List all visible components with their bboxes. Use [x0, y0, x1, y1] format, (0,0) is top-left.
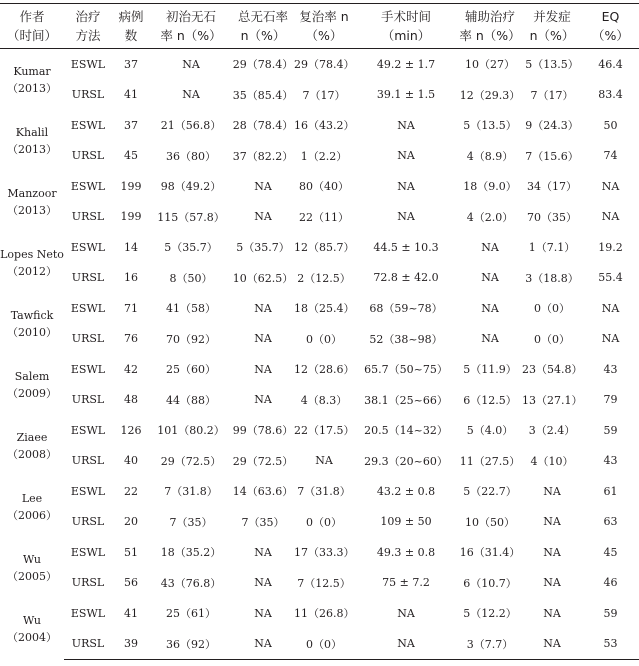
column-header — [64, 4, 112, 49]
column-header-line: 作者 — [19, 9, 45, 24]
table-cell: 9（24.3） — [525, 119, 579, 133]
author-name: Wu — [23, 552, 41, 566]
table-cell: NA — [397, 149, 415, 163]
publication-year: （2006） — [7, 508, 57, 522]
column-header-line: 辅助治疗 — [464, 9, 515, 24]
table-cell: NA — [254, 606, 272, 620]
table-row — [0, 568, 639, 599]
table-cell: 53 — [582, 629, 639, 660]
table-cell: 28（78.4） — [232, 119, 294, 133]
table-cell: 16 — [124, 271, 138, 285]
table-cell: 11（27.5） — [459, 454, 521, 468]
table-cell: 12（28.6） — [294, 363, 354, 377]
table-cell: URSL — [71, 515, 105, 529]
table-cell: 12（85.7） — [294, 241, 354, 255]
publication-year: （2013） — [7, 203, 57, 217]
column-header-line: 数 — [124, 28, 138, 43]
author-name: Lee — [21, 491, 43, 505]
column-header-line: 总无石率 — [237, 9, 288, 24]
table-cell: 65.7（50~75） — [364, 363, 448, 377]
table-row — [0, 476, 639, 507]
table-cell: 45 — [603, 545, 618, 559]
table-cell: 51 — [124, 545, 138, 559]
table-cell: 70（35） — [527, 210, 577, 224]
table-cell: 5（22.7） — [463, 485, 517, 499]
author-cell — [0, 415, 64, 476]
table-cell: NA — [543, 484, 561, 498]
table-cell: 6（10.7） — [463, 576, 517, 590]
table-cell: 43（76.8） — [160, 576, 222, 590]
table-cell: 7（35） — [169, 515, 213, 529]
table-cell: 56 — [124, 576, 138, 590]
author-name: Tawfick — [10, 308, 54, 322]
table-cell: 35（85.4） — [232, 88, 294, 102]
table-cell: 18（35.2） — [160, 546, 222, 560]
column-header-line: 率 n（%） — [459, 28, 521, 43]
comparison-table — [0, 3, 639, 660]
author-cell — [0, 598, 64, 660]
publication-year: （2009） — [7, 386, 57, 400]
table-cell: 199 — [120, 210, 142, 224]
table-cell: 41 — [124, 606, 138, 620]
column-header-line: 并发症 — [533, 9, 571, 24]
table-cell: 17（33.3） — [294, 546, 354, 560]
table-cell: NA — [315, 454, 333, 468]
table-cell: 29（72.5） — [160, 454, 222, 468]
table-row — [0, 324, 639, 355]
publication-year: （2010） — [7, 325, 57, 339]
table-cell: 23（54.8） — [522, 363, 582, 377]
table-cell: 5（4.0） — [466, 424, 514, 438]
table-cell: 7（15.6） — [525, 149, 579, 163]
table-cell: 18（9.0） — [463, 180, 517, 194]
table-cell: 18（25.4） — [294, 302, 354, 316]
table-cell: URSL — [71, 576, 105, 590]
table-cell: URSL — [71, 149, 105, 163]
table-cell: 48 — [124, 393, 138, 407]
table-cell: 11（26.8） — [294, 607, 354, 621]
table-cell: 44.5 ± 10.3 — [373, 240, 439, 254]
table-cell: 10（62.5） — [232, 271, 294, 285]
table-cell: 59 — [603, 606, 618, 620]
table-cell: NA — [397, 210, 415, 224]
table-header-row — [0, 4, 639, 49]
table-cell: 101（80.2） — [157, 424, 225, 438]
column-header-line: n（%） — [529, 28, 575, 43]
table-cell: URSL — [71, 454, 105, 468]
table-cell: 59 — [603, 423, 618, 437]
table-cell: 5（13.5） — [525, 58, 579, 72]
table-cell: NA — [481, 332, 499, 346]
table-cell: NA — [254, 362, 272, 376]
table-cell: 7（17） — [302, 88, 346, 102]
table-cell: 44（88） — [166, 393, 216, 407]
table-cell: 1（2.2） — [300, 149, 348, 163]
table-cell: 3（7.7） — [458, 629, 522, 660]
table-cell: 14 — [124, 240, 138, 254]
table-cell: NA — [481, 271, 499, 285]
table-cell: ESWL — [70, 423, 106, 437]
table-cell: 50 — [603, 118, 618, 132]
column-header-line: 复治率 n — [299, 9, 349, 24]
table-cell: 43 — [603, 454, 618, 468]
table-cell: 68（59~78） — [369, 302, 443, 316]
table-cell: 21（56.8） — [160, 119, 222, 133]
table-cell: ESWL — [70, 118, 106, 132]
table-cell: 79 — [603, 393, 618, 407]
author-name: Wu — [23, 613, 41, 627]
table-cell: 63 — [603, 515, 618, 529]
table-cell: NA — [397, 606, 415, 620]
table-cell: 37（82.2） — [232, 149, 294, 163]
table-row — [0, 354, 639, 385]
table-row — [0, 537, 639, 568]
table-cell: 16（43.2） — [294, 119, 354, 133]
table-cell: 38.1（25~66） — [364, 393, 448, 407]
table-row — [0, 49, 639, 80]
table-cell: 75 ± 7.2 — [382, 576, 430, 590]
table-cell: 37 — [124, 57, 138, 71]
table-cell: 6（12.5） — [463, 393, 517, 407]
table-cell: 83.4 — [598, 88, 623, 102]
table-cell: 45 — [124, 149, 138, 163]
table-cell: URSL — [71, 210, 105, 224]
table-cell: URSL — [71, 332, 105, 346]
table-cell: NA — [232, 629, 294, 660]
table-cell: ESWL — [70, 57, 106, 71]
table-cell: 3（2.4） — [528, 424, 576, 438]
table-row — [0, 415, 639, 446]
table-cell: 42 — [124, 362, 138, 376]
table-cell: 7（12.5） — [297, 576, 351, 590]
table-cell: NA — [354, 629, 458, 660]
table-cell: 126 — [120, 423, 142, 437]
table-cell: 40 — [124, 454, 138, 468]
table-cell: 13（27.1） — [522, 393, 582, 407]
table-row — [0, 171, 639, 202]
author-name: Ziaee — [16, 430, 48, 444]
table-cell: 4（8.3） — [300, 393, 348, 407]
table-cell: 99（78.6） — [232, 424, 294, 438]
table-cell: URSL — [64, 629, 112, 660]
author-name: Manzoor — [7, 186, 57, 200]
table-cell: 7（31.8） — [164, 485, 218, 499]
table-cell: 41（58） — [166, 302, 216, 316]
table-cell: NA — [481, 240, 499, 254]
table-row — [0, 80, 639, 111]
column-header-line: 治疗 — [75, 9, 101, 24]
table-cell: 0（0） — [306, 515, 342, 529]
table-cell: NA — [254, 210, 272, 224]
author-cell — [0, 232, 64, 293]
author-name: Salem — [14, 369, 50, 383]
table-cell: 29（78.4） — [232, 58, 294, 72]
table-row — [0, 110, 639, 141]
table-cell: 0（0） — [306, 332, 342, 346]
table-cell: 98（49.2） — [160, 180, 222, 194]
table-cell: 76 — [124, 332, 138, 346]
author-name: Kumar — [13, 64, 51, 78]
column-header — [354, 4, 458, 49]
table-cell: 55.4 — [598, 271, 623, 285]
table-cell: ESWL — [70, 301, 106, 315]
table-row — [0, 446, 639, 477]
table-cell: 10（50） — [465, 515, 515, 529]
table-row — [0, 232, 639, 263]
table-cell: 39.1 ± 1.5 — [376, 88, 436, 102]
publication-year: （2008） — [7, 447, 57, 461]
table-cell: 37 — [124, 118, 138, 132]
column-header — [458, 4, 522, 49]
table-cell: 5（11.9） — [463, 363, 517, 377]
table-cell: 20.5（14~32） — [364, 424, 448, 438]
table-cell: 36（92） — [150, 629, 232, 660]
table-cell: NA — [481, 301, 499, 315]
table-row — [0, 629, 639, 660]
table-row — [0, 263, 639, 294]
table-cell: 39 — [112, 629, 150, 660]
table-cell: 41 — [124, 88, 138, 102]
table-cell: 14（63.6） — [232, 485, 294, 499]
table-cell: NA — [397, 118, 415, 132]
table-cell: NA — [182, 57, 200, 71]
table-row — [0, 202, 639, 233]
column-header — [0, 4, 64, 49]
table-cell: NA — [601, 179, 620, 193]
column-header-line: 病例 — [118, 9, 144, 24]
table-cell: 22（17.5） — [294, 424, 354, 438]
table-cell: 7（31.8） — [297, 485, 351, 499]
table-cell: 4（2.0） — [466, 210, 514, 224]
table-cell: ESWL — [70, 240, 106, 254]
table-cell: NA — [254, 545, 272, 559]
column-header-line: 手术时间 — [380, 9, 431, 24]
table-cell: 10（27） — [465, 58, 515, 72]
table-cell: NA — [182, 88, 200, 102]
table-cell: NA — [601, 332, 620, 346]
table-cell: NA — [522, 629, 582, 660]
author-cell — [0, 171, 64, 232]
table-cell: 5（35.7） — [236, 241, 290, 255]
table-cell: NA — [254, 179, 272, 193]
table-cell: NA — [601, 301, 620, 315]
table-cell: 46 — [603, 576, 618, 590]
column-header — [112, 4, 150, 49]
table-cell: 5（12.2） — [463, 607, 517, 621]
table-cell: 29（72.5） — [232, 454, 294, 468]
table-cell: ESWL — [70, 362, 106, 376]
column-header-line: 率 n（%） — [160, 28, 222, 43]
table-body — [0, 49, 639, 660]
table-cell: NA — [397, 179, 415, 193]
table-cell: 74 — [603, 149, 618, 163]
column-header-line: 初治无石 — [165, 9, 216, 24]
author-cell — [0, 537, 64, 598]
table-cell: 19.2 — [598, 240, 623, 254]
table-cell: 0（0） — [294, 629, 354, 660]
table-cell: 7（35） — [241, 515, 285, 529]
table-cell: ESWL — [70, 545, 106, 559]
column-header — [522, 4, 582, 49]
author-name: Lopes Neto — [0, 247, 64, 261]
author-cell — [0, 110, 64, 171]
table-cell: 4（10） — [530, 454, 574, 468]
table-cell: 34（17） — [527, 180, 577, 194]
author-cell — [0, 49, 64, 111]
table-cell: 43.2 ± 0.8 — [376, 484, 436, 498]
column-header-line: n（%） — [240, 28, 286, 43]
column-header — [294, 4, 354, 49]
table-cell: NA — [543, 606, 561, 620]
table-cell: URSL — [71, 393, 105, 407]
table-cell: 71 — [124, 301, 138, 315]
table-cell: 5（13.5） — [463, 119, 517, 133]
author-cell — [0, 476, 64, 537]
table-cell: 4（8.9） — [466, 149, 514, 163]
table-row — [0, 385, 639, 416]
publication-year: （2013） — [7, 142, 57, 156]
table-cell: 29（78.4） — [294, 58, 354, 72]
table-cell: 22 — [124, 484, 138, 498]
table-cell: 52（38~98） — [369, 332, 443, 346]
table-cell: 29.3（20~60） — [364, 454, 448, 468]
table-cell: 70（92） — [166, 332, 216, 346]
table-cell: 1（7.1） — [528, 241, 576, 255]
table-cell: 3（18.8） — [525, 271, 579, 285]
table-cell: ESWL — [70, 179, 106, 193]
table-cell: 109 ± 50 — [380, 515, 432, 529]
table-cell: 7（17） — [530, 88, 574, 102]
author-name: Khalil — [15, 125, 49, 139]
column-header — [150, 4, 232, 49]
table-cell: 2（12.5） — [297, 271, 351, 285]
table-cell: 43 — [603, 362, 618, 376]
table-cell: 5（35.7） — [164, 241, 218, 255]
table-cell: NA — [254, 576, 272, 590]
table-cell: 20 — [124, 515, 138, 529]
column-header — [582, 4, 639, 49]
table-cell: 49.2 ± 1.7 — [376, 57, 436, 71]
column-header-line: EQ — [601, 9, 620, 24]
column-header-line: 方法 — [75, 28, 101, 43]
table-cell: 0（0） — [534, 332, 570, 346]
table-row — [0, 141, 639, 172]
author-cell — [0, 293, 64, 354]
table-cell: 16（31.4） — [459, 546, 521, 560]
table-cell: URSL — [71, 271, 105, 285]
column-header-line: （min） — [381, 28, 431, 43]
column-header-line: （%） — [592, 28, 629, 43]
table-cell: 115（57.8） — [157, 210, 225, 224]
table-cell: 36（80） — [166, 149, 216, 163]
column-header-line: （%） — [305, 28, 343, 43]
column-header — [232, 4, 294, 49]
publication-year: （2013） — [7, 81, 57, 95]
table-cell: 61 — [603, 484, 618, 498]
table-cell: NA — [601, 210, 620, 224]
table-row — [0, 507, 639, 538]
table-row — [0, 598, 639, 629]
table-cell: 0（0） — [534, 302, 570, 316]
table-cell: 8（50） — [169, 271, 213, 285]
publication-year: （2012） — [7, 264, 57, 278]
table-cell: 80（40） — [299, 180, 349, 194]
table-cell: 49.3 ± 0.8 — [376, 545, 436, 559]
table-cell: 22（11） — [299, 210, 349, 224]
table-cell: NA — [543, 545, 561, 559]
publication-year: （2005） — [7, 569, 57, 583]
table-cell: NA — [254, 332, 272, 346]
table-cell: 46.4 — [598, 57, 623, 71]
column-header-line: （时间） — [6, 28, 57, 43]
table-cell: NA — [543, 515, 561, 529]
author-cell — [0, 354, 64, 415]
table-cell: URSL — [71, 88, 105, 102]
publication-year: （2004） — [7, 630, 57, 644]
table-cell: 25（60） — [166, 363, 216, 377]
table-cell: NA — [254, 301, 272, 315]
table-cell: 199 — [120, 179, 142, 193]
table-cell: ESWL — [70, 606, 106, 620]
table-cell: 25（61） — [166, 607, 216, 621]
table-cell: ESWL — [70, 484, 106, 498]
table-cell: NA — [254, 393, 272, 407]
table-cell: NA — [543, 576, 561, 590]
table-row — [0, 293, 639, 324]
table-cell: 72.8 ± 42.0 — [373, 271, 439, 285]
table-cell: 12（29.3） — [459, 88, 521, 102]
